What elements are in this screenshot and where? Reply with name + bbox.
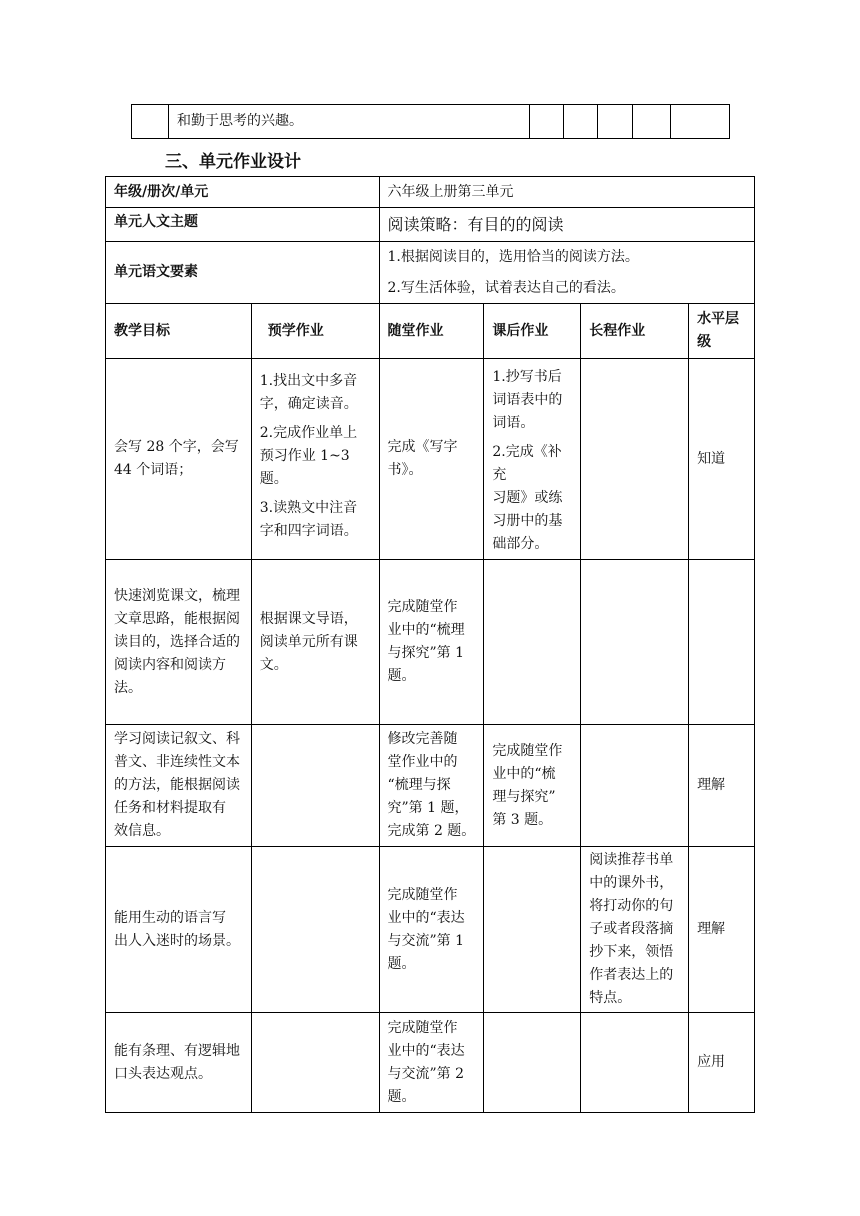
table-cell bbox=[132, 105, 169, 139]
homework-design-table bbox=[105, 176, 755, 1113]
long-cell bbox=[581, 725, 689, 847]
class-cell: 完成随堂作 业中的“表达 与交流”第 1 题。 bbox=[379, 847, 484, 1013]
class-cell: 完成随堂作 业中的“梳理 与探究”第 1 题。 bbox=[379, 560, 484, 725]
long-cell bbox=[581, 359, 689, 560]
table-row bbox=[106, 177, 755, 208]
pre-item: 2.完成作业单上 预习作业 1~3 题。 bbox=[259, 425, 358, 487]
table-cell bbox=[633, 105, 671, 139]
pre-cell: 根据课文导语， 阅读单元所有课 文。 bbox=[251, 560, 379, 725]
after-item: 1.抄写书后 词语表中的 词语。 bbox=[492, 369, 563, 431]
level-cell: 知道 bbox=[689, 359, 755, 560]
header-goal: 教学目标 bbox=[106, 304, 252, 359]
header-row bbox=[106, 304, 755, 359]
section-title: 三、单元作业设计 bbox=[165, 152, 301, 172]
after-item: 2.完成《补充 习题》或练 习册中的基 础部分。 bbox=[492, 444, 563, 552]
elements-value bbox=[379, 242, 755, 304]
theme-value: 阅读策略：有目的的阅读 bbox=[379, 208, 755, 242]
table-cell bbox=[530, 105, 564, 139]
element-line: 1.根据阅读目的，选用恰当的阅读方法。 bbox=[387, 248, 639, 265]
class-cell: 修改完善随 堂作业中的 “梳理与探 究”第 1 题， 完成第 2 题。 bbox=[379, 725, 484, 847]
header-pre: 预学作业 bbox=[251, 304, 379, 359]
level-cell: 理解 bbox=[689, 847, 755, 1013]
goal-cell: 能有条理、有逻辑地 口头表达观点。 bbox=[106, 1013, 252, 1113]
long-cell: 阅读推荐书单 中的课外书， 将打动你的句 子或者段落摘 抄下来，领悟 作者表达上的 特点。 bbox=[581, 847, 689, 1013]
table-row bbox=[106, 242, 755, 304]
class-cell: 完成随堂作 业中的“表达 与交流”第 2 题。 bbox=[379, 1013, 484, 1113]
pre-cell bbox=[251, 725, 379, 847]
pre-cell bbox=[251, 1013, 379, 1113]
level-cell: 理解 bbox=[689, 725, 755, 847]
table-cell bbox=[598, 105, 633, 139]
goal-cell: 学习阅读记叙文、科 普文、非连续性文本 的方法，能根据阅读 任务和材料提取有 效信息。 bbox=[106, 725, 252, 847]
class-cell: 完成《写字 书》。 bbox=[379, 359, 484, 560]
pre-cell bbox=[251, 359, 379, 560]
table-row bbox=[106, 208, 755, 242]
after-cell bbox=[484, 560, 581, 725]
long-cell bbox=[581, 560, 689, 725]
elements-label: 单元语文要素 bbox=[106, 242, 380, 304]
level-cell: 应用 bbox=[689, 1013, 755, 1113]
table-row bbox=[132, 105, 730, 139]
grade-label: 年级/册次/单元 bbox=[106, 177, 380, 208]
header-after: 课后作业 bbox=[484, 304, 581, 359]
goal-cell: 会写 28 个字，会写 44 个词语； bbox=[106, 359, 252, 560]
long-cell bbox=[581, 1013, 689, 1113]
header-level: 水平层 级 bbox=[689, 304, 755, 359]
grade-value: 六年级上册第三单元 bbox=[379, 177, 755, 208]
table-row bbox=[106, 725, 755, 847]
element-line: 2.写生活体验，试着表达自己的看法。 bbox=[387, 279, 625, 296]
table-cell: 和勤于思考的兴趣。 bbox=[168, 105, 529, 139]
level-cell bbox=[689, 560, 755, 725]
goal-cell: 快速浏览课文，梳理 文章思路，能根据阅 读目的，选择合适的 阅读内容和阅读方 法。 bbox=[106, 560, 252, 725]
after-cell bbox=[484, 847, 581, 1013]
after-cell bbox=[484, 1013, 581, 1113]
pre-cell bbox=[251, 847, 379, 1013]
table-cell bbox=[671, 105, 730, 139]
table-row bbox=[106, 1013, 755, 1113]
table-row bbox=[106, 359, 755, 560]
previous-table-fragment bbox=[131, 104, 730, 139]
header-class: 随堂作业 bbox=[379, 304, 484, 359]
table-cell bbox=[564, 105, 598, 139]
after-cell bbox=[484, 359, 581, 560]
table-row bbox=[106, 847, 755, 1013]
pre-item: 1.找出文中多音 字，确定读音。 bbox=[259, 373, 358, 412]
after-cell: 完成随堂作 业中的“梳 理与探究” 第 3 题。 bbox=[484, 725, 581, 847]
theme-label: 单元人文主题 bbox=[106, 208, 380, 242]
goal-cell: 能用生动的语言写 出人入迷时的场景。 bbox=[106, 847, 252, 1013]
table-row bbox=[106, 560, 755, 725]
header-long: 长程作业 bbox=[581, 304, 689, 359]
pre-item: 3.读熟文中注音 字和四字词语。 bbox=[259, 500, 358, 539]
